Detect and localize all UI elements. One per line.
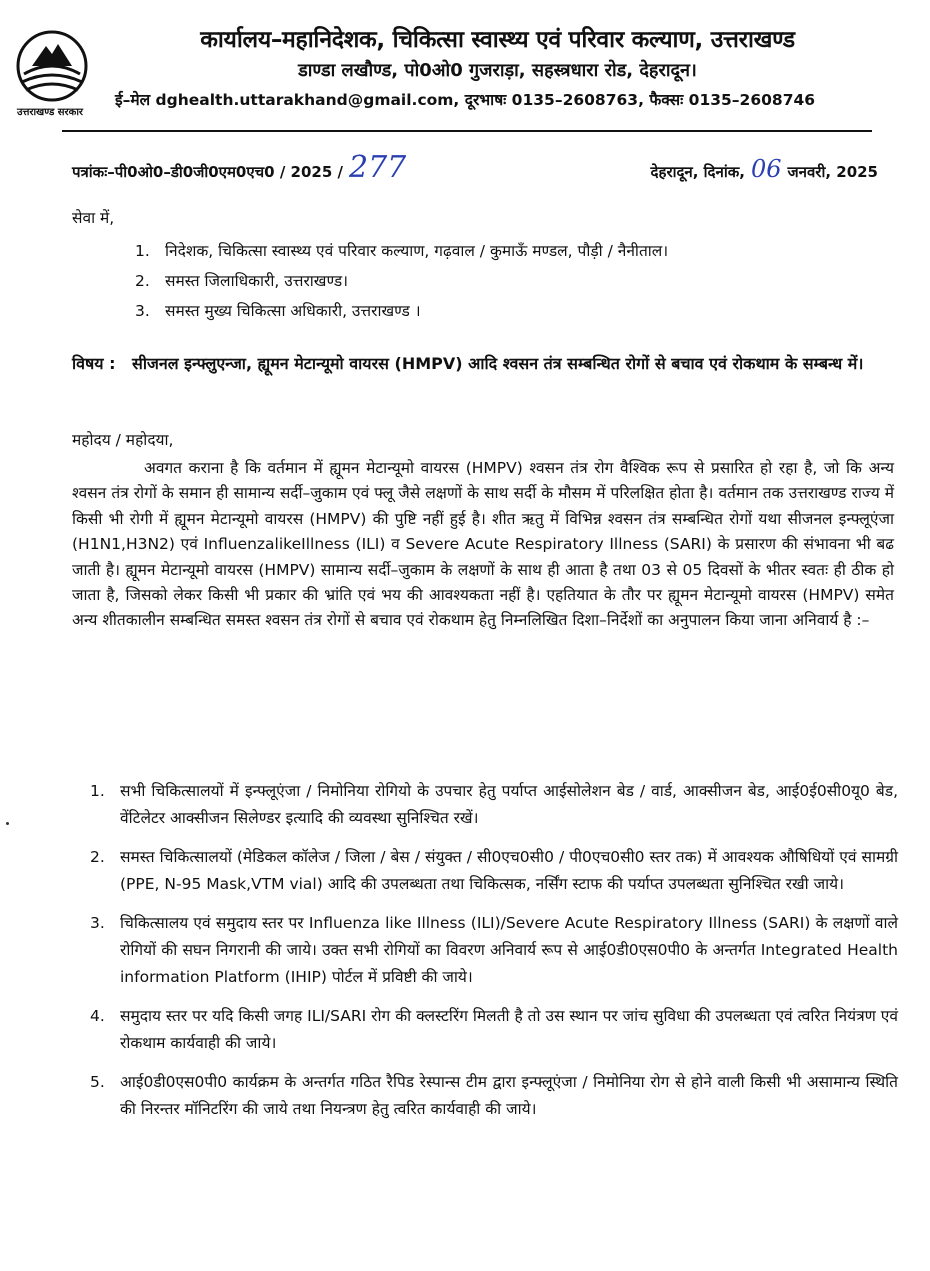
body-paragraph: अवगत कराना है कि वर्तमान में ह्यूमन मेटान्यूमो वायरस (HMPV) श्वसन तंत्र रोग वैश्विक रूप से प्रसारित हो रहा है, जो कि अन्य श्वसन तंत्र रोगों के समान ही सामान्य सर्दी–जुकाम एवं फ्लू जैसे लक्षणों के साथ सर्दी के मौसम में परिलक्षित होता है। वर्तमान तक उत्तराखण्ड राज्य में किसी भी रोगी में ह्यूमन मेटान्यूमो वायरस (HMPV) की पुष्टि नहीं हुई है। शीत ऋतु में विभिन्न श्वसन तंत्र सम्बन्धित रोगों यथा सीजनल इन्फ्लूएंजा (H1N1,H3N2) एवं InfluenzalikeIllness (ILI) व Severe Acute Respiratory Illness (SARI) के प्रसारण की संभावना भी बढ जाती है। ह्यूमन मेटान्यूमो वायरस (HMPV) सामान्य सर्दी–जुकाम के लक्षणों के साथ ही आता है तथा 03 से 05 दिवसों के भीतर स्वतः ही ठीक हो जाता है, जिसको लेकर किसी भी प्रकार की भ्रांति एवं भय की आवश्यकता नहीं है। एहतियात के तौर पर ह्यूमन मेटान्यूमो वायरस (HMPV) समेत अन्य शीतकालीन सम्बन्धित समस्त श्वसन तंत्र रोगों से बचाव एवं रोकथाम हेतु निम्नलिखित दिशा–निर्देशों का अनुपालन किया जाना अनिवार्य है :–	[72, 459, 894, 630]
greeting: महोदय / महोदया,	[72, 431, 174, 449]
directive-list	[90, 778, 898, 1135]
header-divider	[62, 130, 872, 132]
office-title: कार्यालय–महानिदेशक, चिकित्सा स्वास्थ्य एवं परिवार कल्याण, उत्तराखण्ड	[200, 27, 795, 53]
scan-speck	[6, 822, 9, 825]
handwritten-date-day: 06	[750, 155, 782, 183]
directive-item: 1. सभी चिकित्सालयों में इन्फ्लूएंजा / निमोनिया रोगियो के उपचार हेतु पर्याप्त आईसोलेशन बेड / वार्ड, आक्सीजन बेड, आई0ई0सी0यू0 बेड, वेंटिलेटर आक्सीजन सिलेण्डर इत्यादि की व्यवस्था सुनिश्चित रखें।	[90, 782, 898, 827]
logo-caption: उत्तराखण्ड सरकार	[16, 107, 84, 118]
subject-label: विषय :	[72, 354, 116, 373]
directive-item: 3. चिकित्सालय एवं समुदाय स्तर पर Influenza like Illness (ILI)/Severe Acute Respiratory Illness (SARI) के लक्षणों वाले रोगियों की सघन निगरानी की जाये। उक्त सभी रोगियों का विवरण अनिवार्य रूप से आई0डी0एस0पी0 के अन्तर्गत Integrated Health information Platform (IHIP) पोर्टल में प्रविष्टी की जाये।	[90, 914, 898, 986]
subject	[72, 350, 894, 377]
letterhead	[105, 22, 890, 110]
directive-item: 2. समस्त चिकित्सालयों (मेडिकल कॉलेज / जिला / बेस / संयुक्त / सी0एच0सी0 / पी0एच0सी0 स्तर तक) में आवश्यक औषिधियों एवं सामग्री (PPE, N-95 Mask,VTM vial) आदि की उपलब्धता तथा चिकित्सक, नर्सिंग स्टाफ की पर्याप्त उपलब्धता सुनिश्चित रखी जाये।	[90, 848, 898, 893]
salutation: सेवा में,	[72, 209, 115, 227]
directive-item: 5. आई0डी0एस0पी0 कार्यक्रम के अन्तर्गत गठित रैपिड रेस्पान्स टीम द्वारा इन्फ्लूएंजा / निमोनिया रोग से होने वाली किसी भी असामान्य स्थिति की निरन्तर मॉनिटरिंग की जाये तथा नियन्त्रण हेतु त्वरित कार्यवाही की जाये।	[90, 1073, 898, 1118]
addressee-item: 1. निदेशक, चिकित्सा स्वास्थ्य एवं परिवार कल्याण, गढ़वाल / कुमाऊँ मण्डल, पौड़ी / नैनीताल।	[135, 242, 669, 260]
addressee-item: 3. समस्त मुख्य चिकित्सा अधिकारी, उत्तराखण्ड ।	[135, 302, 421, 320]
handwritten-letter-number: 277	[349, 150, 407, 185]
addressee-list	[135, 236, 668, 326]
letter-number: पत्रांकः–पी0ओ0–डी0जी0एम0एच0 / 2025 /	[72, 163, 343, 181]
reference-line	[72, 150, 890, 185]
date-prefix: देहरादून, दिनांक,	[650, 163, 745, 181]
subject-text: सीजनल इन्फ्लुएन्जा, ह्यूमन मेटान्यूमो वायरस (HMPV) आदि श्वसन तंत्र सम्बन्धित रोगों से बचाव एवं रोकथाम के सम्बन्ध में।	[132, 354, 864, 373]
office-address: डाण्डा लखौण्ड, पो0ओ0 गुजराड़ा, सहस्त्रधारा रोड, देहरादून।	[298, 60, 697, 81]
addressee-item: 2. समस्त जिलाधिकारी, उत्तराखण्ड।	[135, 272, 349, 290]
office-contact: ई–मेल dghealth.uttarakhand@gmail.com, दूरभाषः 0135–2608763, फैक्सः 0135–2608746	[115, 91, 816, 109]
directive-item: 4. समुदाय स्तर पर यदि किसी जगह ILI/SARI रोग की क्लस्टरिंग मिलती है तो उस स्थान पर जांच सुविधा की उपलब्धता एवं त्वरित नियंत्रण एवं रोकथाम कार्यवाही की जाये।	[90, 1007, 898, 1052]
date-suffix: जनवरी, 2025	[787, 163, 878, 181]
